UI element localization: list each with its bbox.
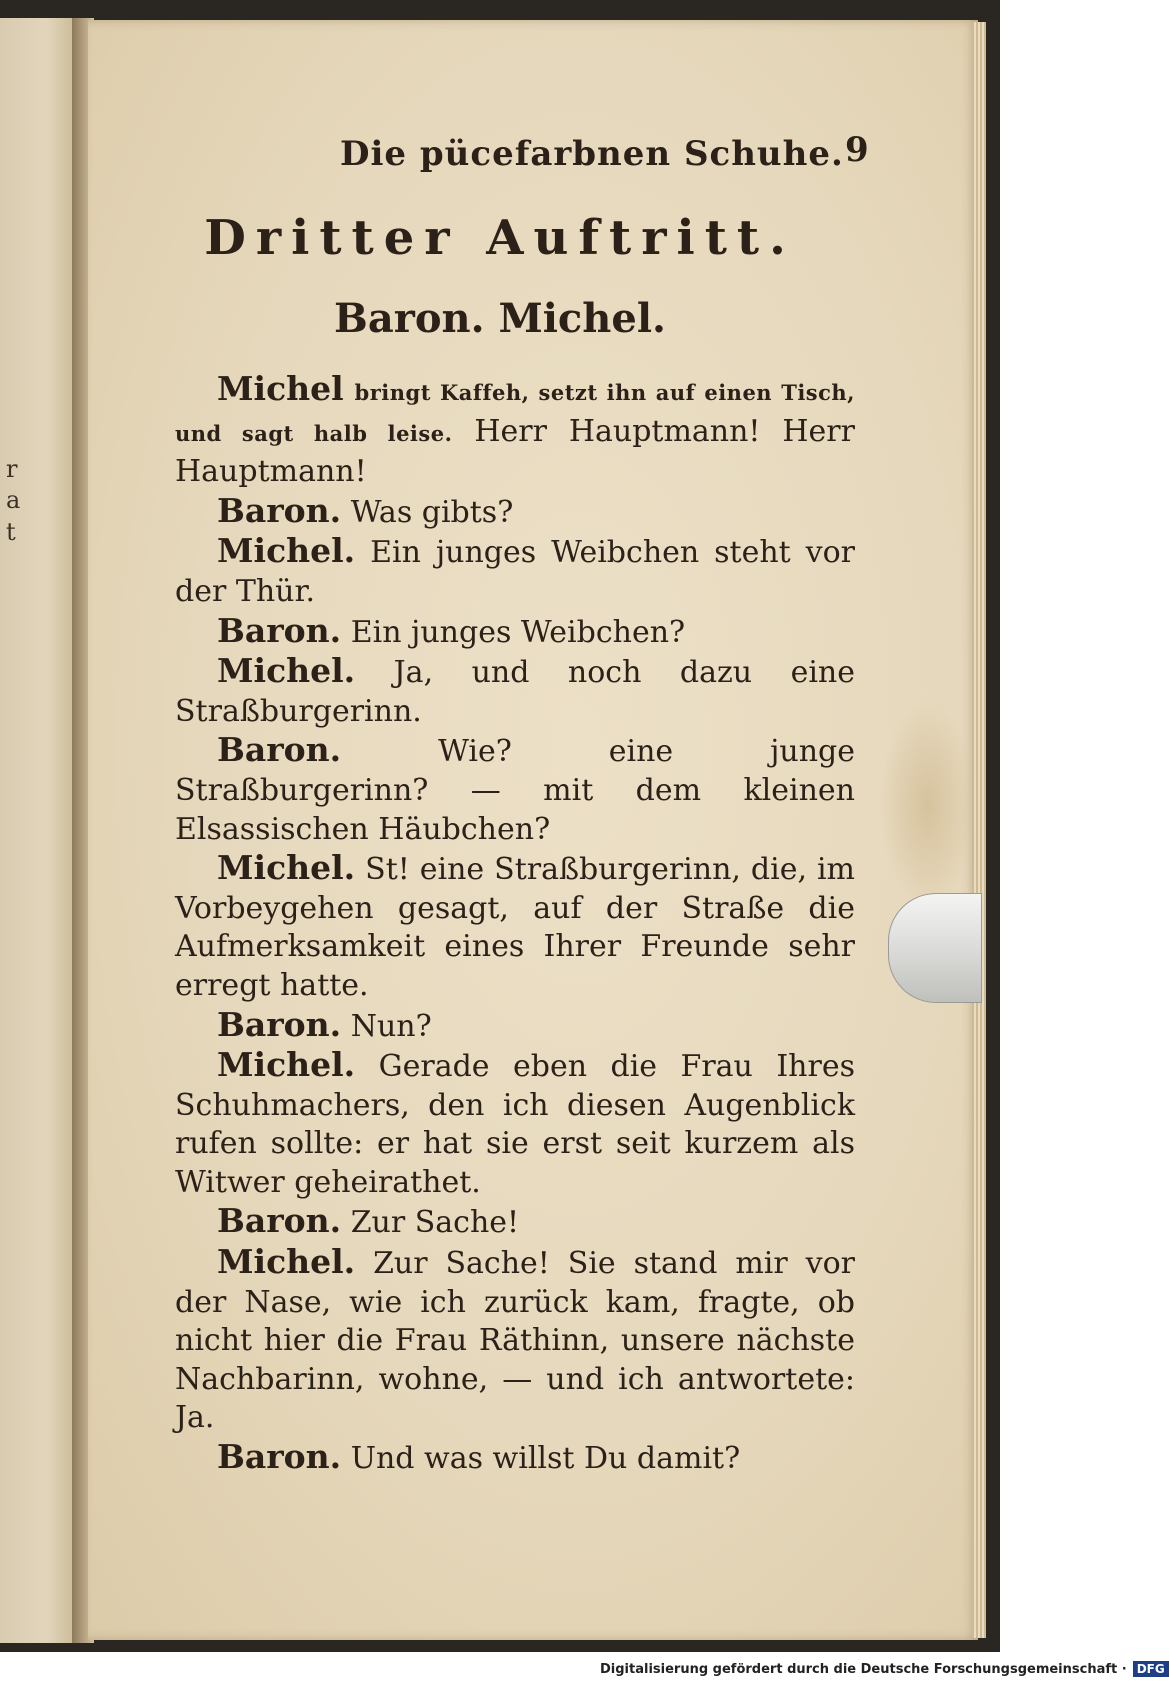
dialogue-line: [175, 849, 855, 1005]
speaker-name: Michel.: [217, 531, 356, 571]
running-head: Die pücefarbnen Schuhe.: [340, 134, 844, 174]
margin-letter: r: [6, 455, 18, 483]
dialogue-body: [175, 370, 855, 1479]
footer-text: Digitalisierung gefördert durch die Deutsche Forschungsgemeinschaft ·: [600, 1661, 1127, 1677]
dialogue-line: [175, 652, 855, 731]
stage-direction: bringt Kaffeh, setzt ihn auf einen Tisch, und sagt halb leise.: [175, 380, 855, 446]
dialogue-text: Zur Sache!: [350, 1205, 520, 1241]
dialogue-text: Zur Sache! Sie stand mir vor der Nase, wie ich zurück kam, fragte, ob nicht hier die Frau Räthinn, unsere nächste Nachbarinn, wohne, — und ich antwortete: Ja.: [175, 1246, 855, 1436]
speaker-name: Baron.: [217, 1004, 342, 1044]
dialogue-line: [175, 532, 855, 611]
speaker-name: Baron.: [217, 610, 342, 650]
paper-stain: [880, 700, 975, 910]
scene-persons: Baron. Michel.: [334, 295, 666, 342]
page-number: 9: [845, 130, 869, 170]
speaker-name: Baron.: [217, 490, 342, 530]
dialogue-line: [175, 1006, 855, 1047]
dialogue-line: [175, 612, 855, 653]
dialogue-line: [175, 1202, 855, 1243]
dialogue-line: [175, 492, 855, 533]
dialogue-text: Ein junges Weibchen?: [350, 614, 686, 650]
margin-letter: t: [6, 518, 16, 546]
dialogue-text: Ein junges Weibchen steht vor der Thür.: [175, 535, 855, 609]
speaker-name: Baron.: [217, 1437, 342, 1477]
dialogue-text: Gerade eben die Frau Ihres Schuhmachers, den ich diesen Augenblick rufen sollte: er hat sie erst seit kurzem als Witwer geheirathet.: [175, 1049, 855, 1200]
dialogue-text: Nun?: [350, 1008, 432, 1044]
speaker-name: Baron.: [217, 1201, 342, 1241]
dialogue-text: Und was willst Du damit?: [350, 1441, 741, 1477]
dialogue-line: [175, 1243, 855, 1438]
dialogue-text: Ja, und noch dazu eine Straßburgerinn.: [175, 655, 855, 729]
dialogue-text: Was gibts?: [350, 494, 514, 530]
dialogue-text: St! eine Straßburgerinn, die, im Vorbeygehen gesagt, auf der Straße die Aufmerksamkeit eines Ihrer Freunde sehr erregt hatte.: [175, 852, 855, 1003]
speaker-name: Michel: [217, 369, 344, 408]
dialogue-line: [175, 731, 855, 849]
dialogue-line: [175, 370, 855, 492]
page-clip: [888, 893, 982, 1003]
margin-letter: a: [6, 486, 21, 514]
dialogue-line: [175, 1438, 855, 1479]
dialogue-text: Wie? eine junge Straßburgerinn? — mit dem kleinen Elsassischen Häubchen?: [175, 734, 855, 847]
scene-title: Dritter Auftritt.: [204, 210, 796, 266]
speaker-name: Michel.: [217, 1242, 356, 1282]
dfg-logo: DFG: [1133, 1661, 1169, 1677]
speaker-name: Michel.: [217, 1045, 356, 1085]
dialogue-text: Herr Hauptmann! Herr Hauptmann!: [175, 413, 855, 490]
speaker-name: Michel.: [217, 848, 356, 888]
speaker-name: Michel.: [217, 651, 356, 691]
speaker-name: Baron.: [217, 730, 342, 770]
dialogue-line: [175, 1046, 855, 1202]
digitization-footer: [600, 1657, 1165, 1681]
